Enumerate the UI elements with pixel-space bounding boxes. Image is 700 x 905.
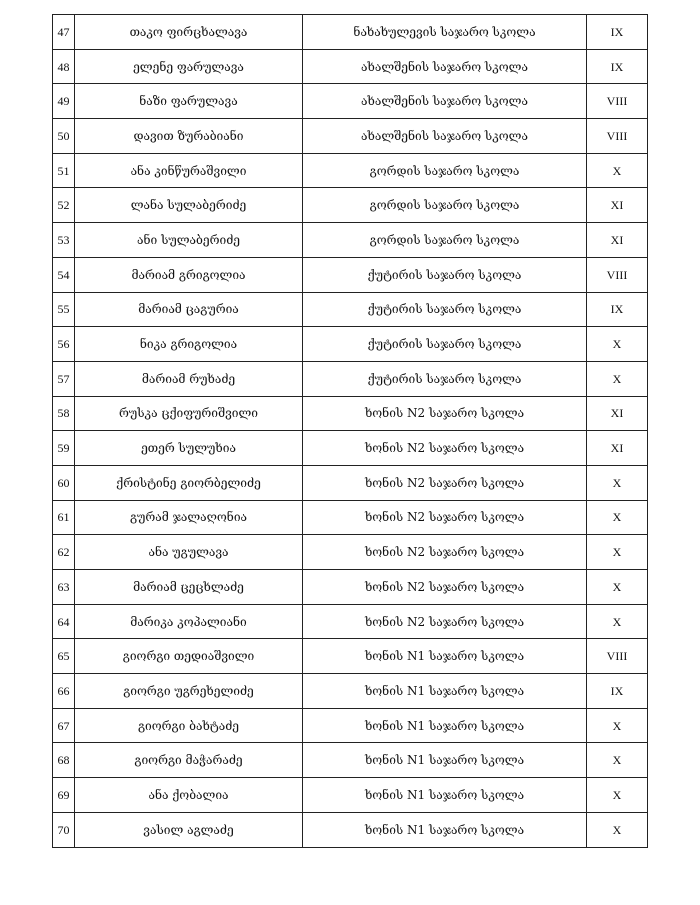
grade-cell: X [587,535,648,570]
grade-cell: IX [587,674,648,709]
row-number-cell: 54 [53,257,75,292]
row-number-cell: 67 [53,708,75,743]
grade-cell: X [587,327,648,362]
row-number-cell: 52 [53,188,75,223]
school-name-cell: ახალშენის საჯარო სკოლა [303,49,587,84]
grade-cell: VIII [587,257,648,292]
grade-cell: IX [587,292,648,327]
row-number-cell: 65 [53,639,75,674]
school-name-cell: ხონის N1 საჯარო სკოლა [303,743,587,778]
student-name-cell: გიორგი ბახტაძე [75,708,303,743]
student-name-cell: მარიამ ცეცხლაძე [75,570,303,605]
table-row [53,188,648,223]
school-name-cell: ქუტირის საჯარო სკოლა [303,361,587,396]
student-name-cell: მარიამ რუხაძე [75,361,303,396]
grade-cell: VIII [587,119,648,154]
grade-cell: XI [587,188,648,223]
student-name-cell: მარიკა კოპალიანი [75,604,303,639]
grade-cell: IX [587,49,648,84]
table-row [53,743,648,778]
row-number-cell: 68 [53,743,75,778]
school-name-cell: ქუტირის საჯარო სკოლა [303,327,587,362]
table-row [53,257,648,292]
table-row [53,15,648,50]
school-name-cell: ხონის N2 საჯარო სკოლა [303,396,587,431]
grade-cell: XI [587,223,648,258]
student-table [52,14,648,848]
student-name-cell: ლანა სულაბერიძე [75,188,303,223]
student-name-cell: გიორგი უგრეხელიძე [75,674,303,709]
grade-cell: X [587,153,648,188]
row-number-cell: 70 [53,812,75,847]
school-name-cell: ხონის N1 საჯარო სკოლა [303,812,587,847]
row-number-cell: 57 [53,361,75,396]
table-row [53,465,648,500]
student-name-cell: ანა უგულავა [75,535,303,570]
school-name-cell: ქუტირის საჯარო სკოლა [303,292,587,327]
table-row [53,361,648,396]
student-name-cell: ანა ქობალია [75,778,303,813]
student-name-cell: რუსკა ცქიფურიშვილი [75,396,303,431]
table-row [53,292,648,327]
grade-cell: XI [587,431,648,466]
row-number-cell: 62 [53,535,75,570]
student-name-cell: ნიკა გრიგოლია [75,327,303,362]
school-name-cell: ხონის N1 საჯარო სკოლა [303,639,587,674]
grade-cell: X [587,465,648,500]
table-row [53,535,648,570]
school-name-cell: ხონის N2 საჯარო სკოლა [303,604,587,639]
grade-cell: X [587,604,648,639]
student-name-cell: ვასილ აგლაძე [75,812,303,847]
row-number-cell: 69 [53,778,75,813]
table-row [53,119,648,154]
table-row [53,708,648,743]
student-name-cell: ქრისტინე გიორბელიძე [75,465,303,500]
school-name-cell: ხონის N2 საჯარო სკოლა [303,570,587,605]
grade-cell: IX [587,15,648,50]
table-row [53,639,648,674]
row-number-cell: 61 [53,500,75,535]
table-row [53,570,648,605]
school-name-cell: გორდის საჯარო სკოლა [303,188,587,223]
student-name-cell: ანა კინწურაშვილი [75,153,303,188]
row-number-cell: 48 [53,49,75,84]
grade-cell: X [587,361,648,396]
student-name-cell: ანი სულაბერიძე [75,223,303,258]
table-row [53,327,648,362]
table-row [53,500,648,535]
school-name-cell: ახალშენის საჯარო სკოლა [303,119,587,154]
school-name-cell: ქუტირის საჯარო სკოლა [303,257,587,292]
grade-cell: XI [587,396,648,431]
school-name-cell: ხონის N1 საჯარო სკოლა [303,708,587,743]
grade-cell: X [587,743,648,778]
student-name-cell: ელენე ფარულავა [75,49,303,84]
table-row [53,778,648,813]
student-name-cell: გიორგი თედიაშვილი [75,639,303,674]
student-name-cell: ეთერ სულუხია [75,431,303,466]
row-number-cell: 64 [53,604,75,639]
student-name-cell: მარიამ გრიგოლია [75,257,303,292]
row-number-cell: 63 [53,570,75,605]
table-row [53,49,648,84]
student-name-cell: მარიამ ცაგურია [75,292,303,327]
table-row [53,396,648,431]
student-name-cell: გურამ ჯალაღონია [75,500,303,535]
student-name-cell: გიორგი მაჭარაძე [75,743,303,778]
table-row [53,153,648,188]
student-name-cell: დავით ზურაბიანი [75,119,303,154]
table-row [53,223,648,258]
school-name-cell: ხონის N2 საჯარო სკოლა [303,535,587,570]
school-name-cell: გორდის საჯარო სკოლა [303,223,587,258]
grade-cell: X [587,812,648,847]
row-number-cell: 53 [53,223,75,258]
table-row [53,431,648,466]
student-table-body [53,15,648,848]
school-name-cell: ხონის N1 საჯარო სკოლა [303,778,587,813]
table-row [53,674,648,709]
row-number-cell: 66 [53,674,75,709]
student-name-cell: თაკო ფირცხალავა [75,15,303,50]
row-number-cell: 55 [53,292,75,327]
row-number-cell: 59 [53,431,75,466]
row-number-cell: 49 [53,84,75,119]
school-name-cell: ნახახულევის საჯარო სკოლა [303,15,587,50]
grade-cell: X [587,778,648,813]
table-row [53,84,648,119]
grade-cell: VIII [587,84,648,119]
school-name-cell: ხონის N1 საჯარო სკოლა [303,674,587,709]
school-name-cell: გორდის საჯარო სკოლა [303,153,587,188]
row-number-cell: 51 [53,153,75,188]
table-row [53,604,648,639]
school-name-cell: ხონის N2 საჯარო სკოლა [303,500,587,535]
table-row [53,812,648,847]
row-number-cell: 60 [53,465,75,500]
row-number-cell: 47 [53,15,75,50]
row-number-cell: 58 [53,396,75,431]
grade-cell: X [587,500,648,535]
school-name-cell: ხონის N2 საჯარო სკოლა [303,431,587,466]
grade-cell: X [587,708,648,743]
grade-cell: VIII [587,639,648,674]
school-name-cell: ხონის N2 საჯარო სკოლა [303,465,587,500]
row-number-cell: 56 [53,327,75,362]
student-name-cell: ნაზი ფარულავა [75,84,303,119]
row-number-cell: 50 [53,119,75,154]
school-name-cell: ახალშენის საჯარო სკოლა [303,84,587,119]
grade-cell: X [587,570,648,605]
